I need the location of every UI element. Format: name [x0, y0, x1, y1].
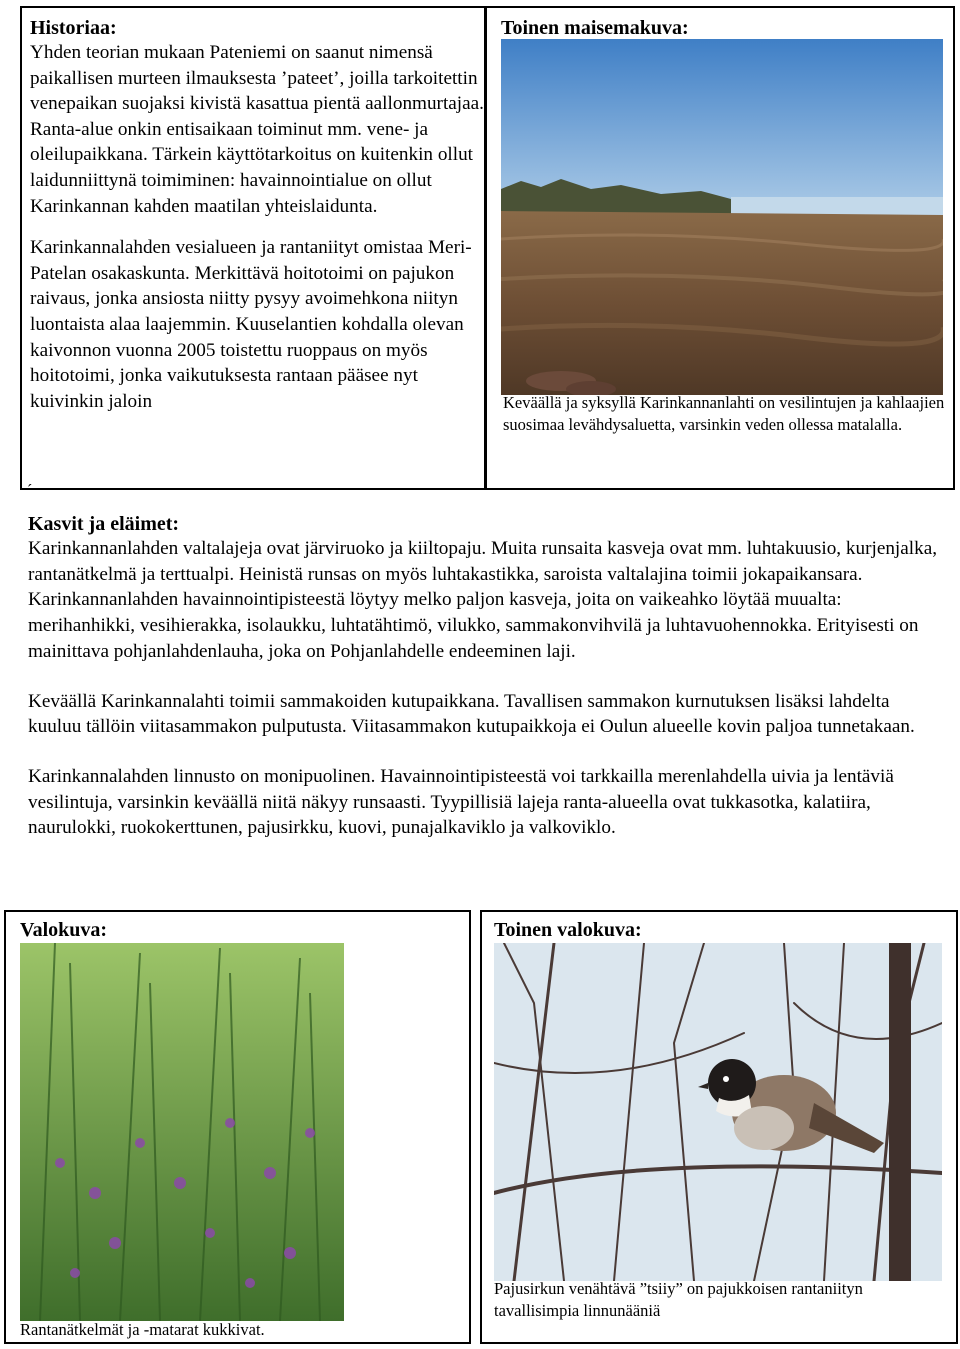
- flora-paragraph-2: Keväällä Karinkannalahti toimii sammakoiden kutupaikkana. Tavallisen sammakon kurnutuksen lisäksi lahdelta kuuluu tällöin viitasammakon pulputusta. Viitasammakon kutupaikkoja ei Oulun alueelle kovin paljoa tunnetakaan.: [28, 690, 915, 738]
- history-box: [20, 6, 486, 490]
- stray-mark: ´: [27, 482, 33, 499]
- photo1-box: [4, 910, 471, 1344]
- photo2-caption: Pajusirkun venähtävä ”tsiiy” on pajukkoisen rantaniityn tavallisimpia linnunääniä: [494, 1279, 863, 1320]
- photo2-box: [480, 910, 958, 1344]
- landscape-heading: Toinen maisemakuva:: [501, 17, 689, 39]
- landscape-caption: Keväällä ja syksyllä Karinkannanlahti on vesilintujen ja kahlaajien suosimaa levähdysaluetta, varsinkin veden ollessa matalalla.: [503, 393, 945, 434]
- flora-fauna-section: [28, 512, 940, 841]
- flora-paragraph-3: Karinkannalahden linnusto on monipuolinen. Havainnointipisteestä voi tarkkailla merenlahdella uivia ja lentäviä vesilintuja, varsinkin keväällä niitä näkyy runsaasti. Tyypillisiä lajeja ranta-alueella ovat tukkasotka, kalatiira, naurulokki, ruokokerttunen, pajusirkku, kuovi, punajalkaviklo ja valkoviklo.: [28, 765, 894, 839]
- flora-paragraph-1: Karinkannanlahden valtalajeja ovat järviruoko ja kiiltopaju. Muita runsaita kasveja ovat mm. luhtakuusio, kurjenjalka, rantanätkelmä ja terttualpi. Heinistä runsas on myös luhtakastikka, saroista valtalajina toimii jokapaikansara. Karinkannanlahden havainnointipisteestä löytyy melko paljon kasveja, joita on vaikeahko löytää muualta: merihanhikki, vesihierakka, isolaukku, luhtatähtimö, vilukko, sammakonvihvilä ja luhtavuohennokka. Erityisesti on mainittava pohjanlahdenlauha, joka on Pohjanlahdelle endeeminen laji.: [28, 538, 938, 662]
- landscape-box: [485, 6, 955, 490]
- photo1-heading: Valokuva:: [20, 919, 108, 941]
- meadow-flowers-photo: [20, 943, 344, 1321]
- photo2-heading: Toinen valokuva:: [494, 919, 642, 941]
- photo1-caption: Rantanätkelmät ja -matarat kukkivat.: [20, 1320, 265, 1339]
- history-paragraph-1: Yhden teorian mukaan Pateniemi on saanut nimensä paikallisen murteen ilmauksesta ’pateet’, joilla tarkoitettin venepaikan suojaksi kivistä kasattua pientä aallonmurtajaa. Ranta-alue onkin entisaikaan toiminut mm. vene- ja oleilupaikkana. Tärkein käyttötarkoitus on kuitenkin ollut laidunniittynä toimiminen: havainnointialue on ollut Karinkannan kahden maatilan yhteislaidunta.: [30, 42, 484, 217]
- flora-heading: Kasvit ja eläimet:: [28, 513, 180, 535]
- reed-bunting-photo: [494, 943, 942, 1281]
- history-paragraph-2: Karinkannalahden vesialueen ja rantaniityt omistaa Meri-Patelan osakaskunta. Merkittävä hoitotoimi on pajukon raivaus, jonka ansiosta niitty pysyy avoimehkona niityn luontaista alaa laajemmin. Kuuselantien kohdalla olevan kaivonnon vuonna 2005 toistettu ruoppaus on myös hoitotoimi, jonka vaikutuksesta rantaan pääsee nyt kuivinkin jaloin: [30, 237, 472, 412]
- history-heading: Historiaa:: [30, 17, 117, 39]
- landscape-photo: [501, 39, 943, 395]
